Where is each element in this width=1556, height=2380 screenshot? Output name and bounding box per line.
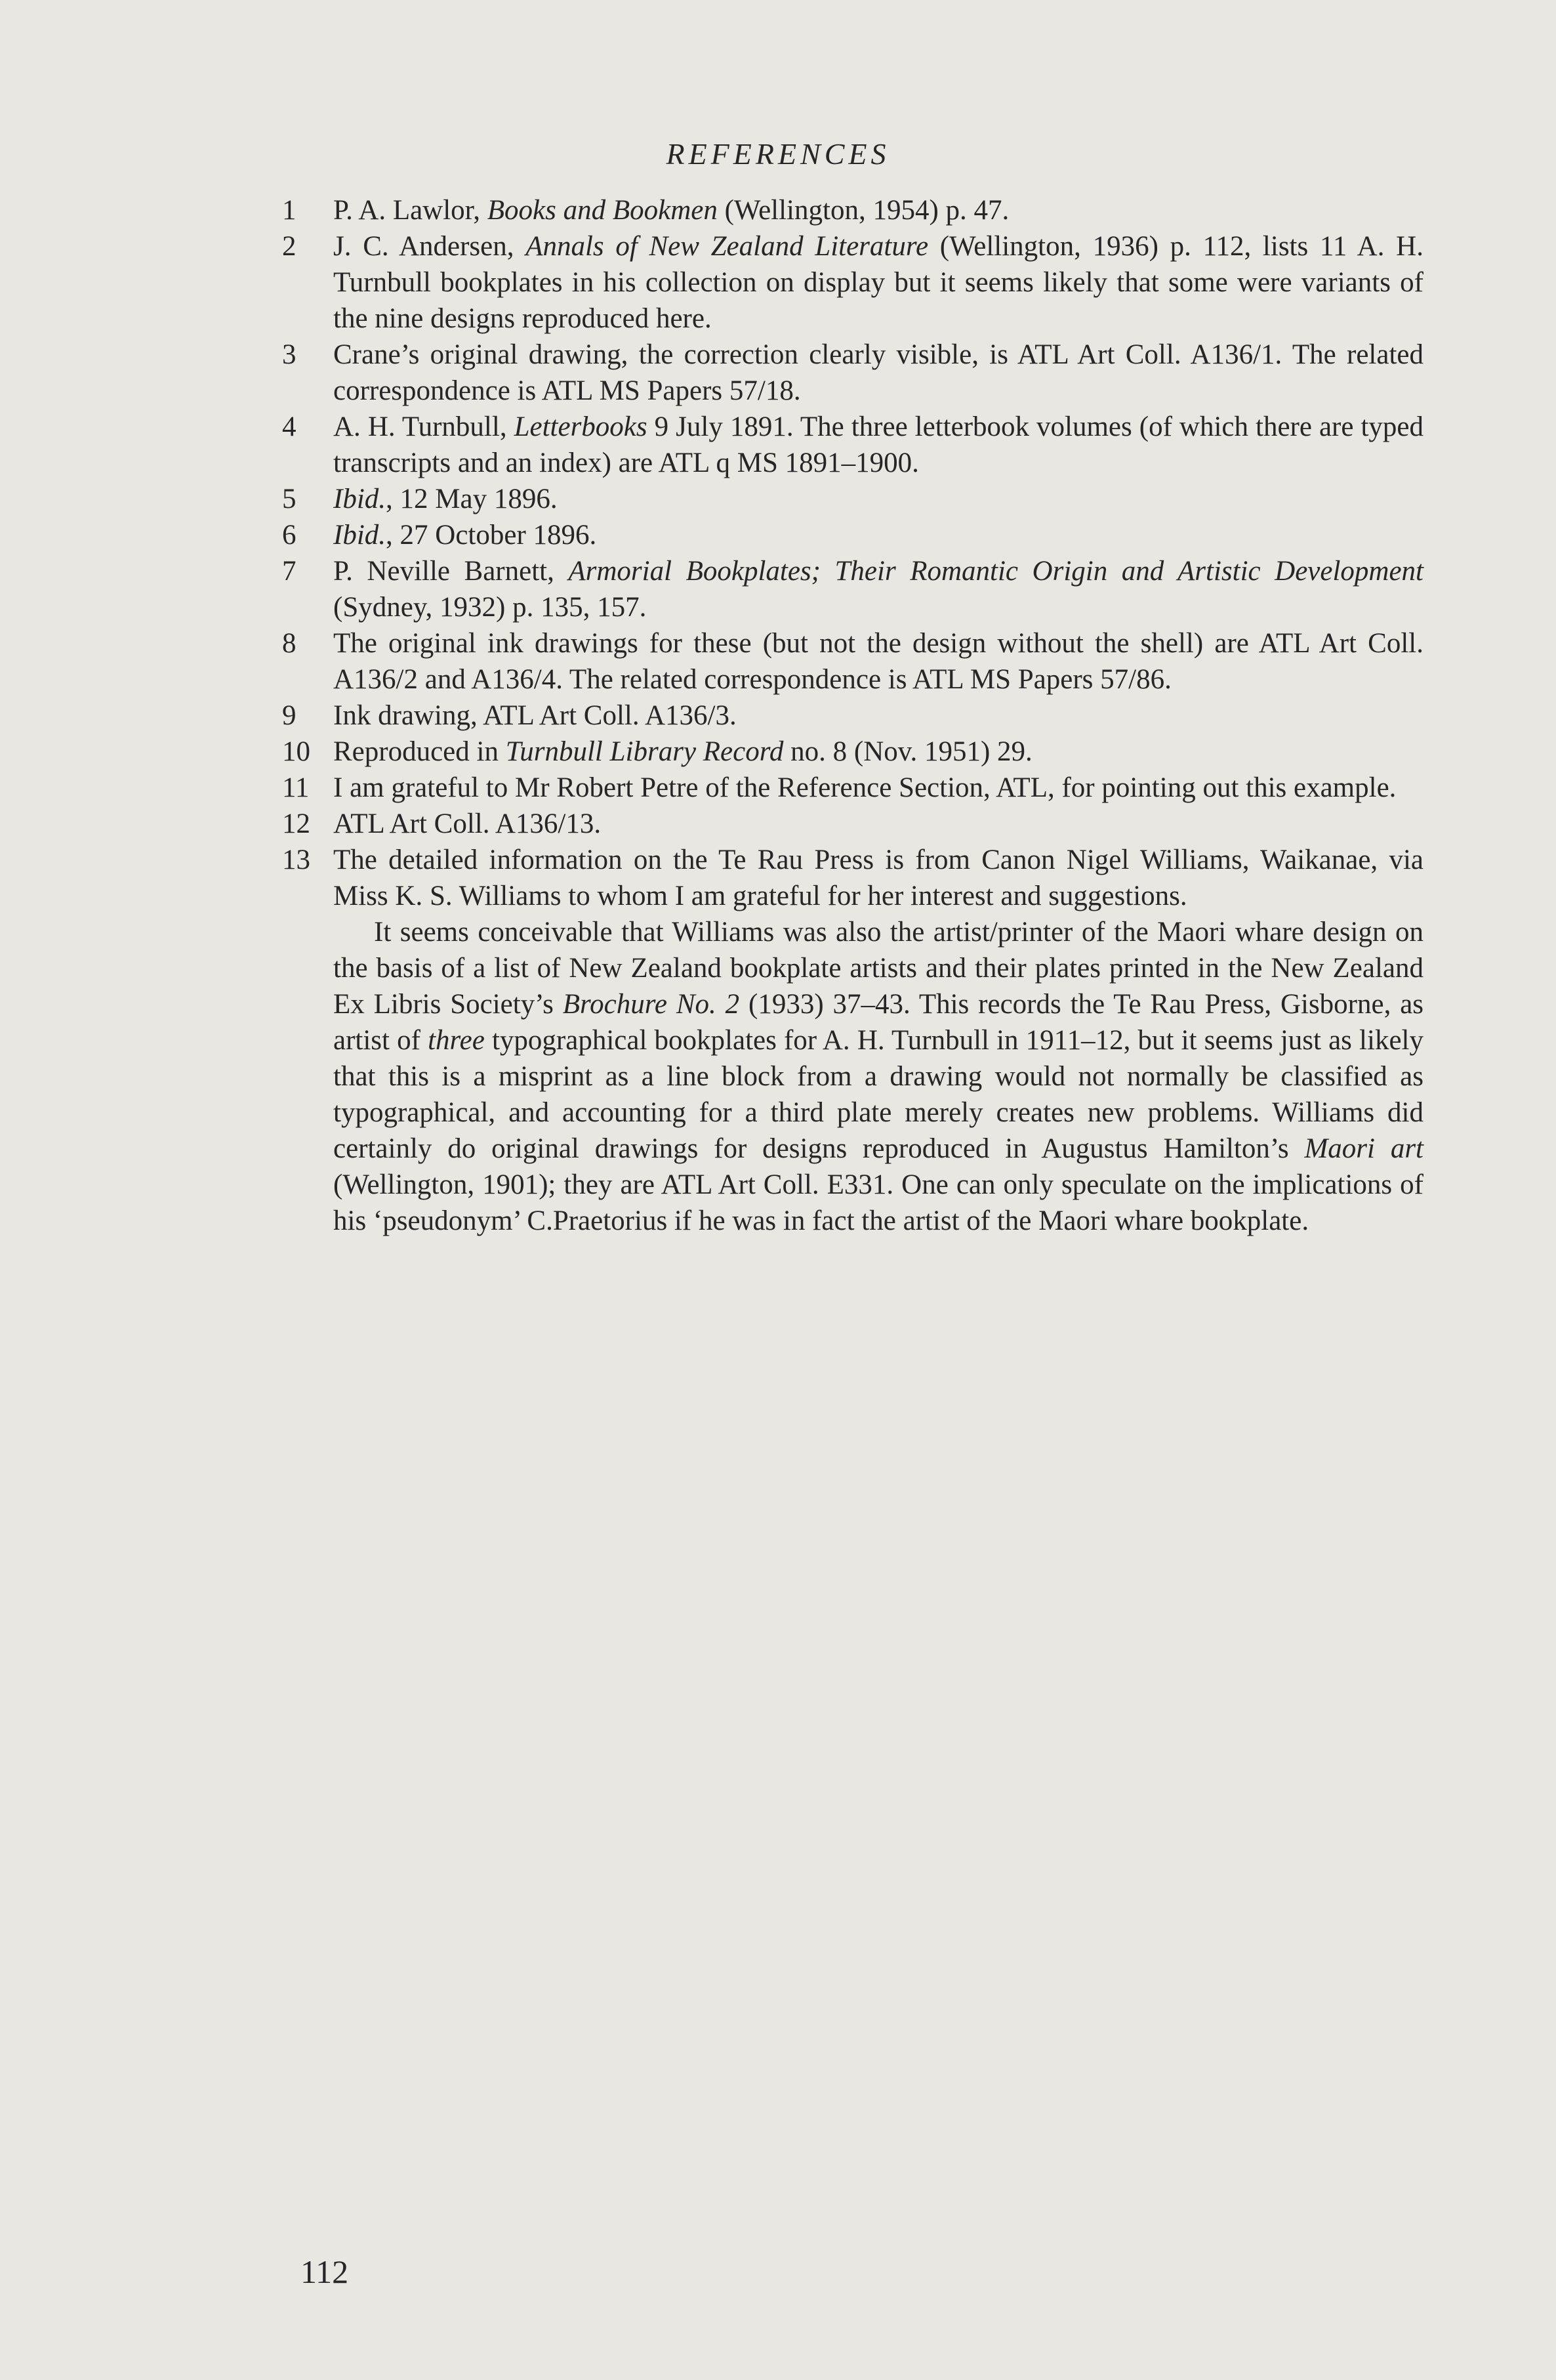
reference-text-run: Crane’s original drawing, the correction clearly visible, is ATL Art Coll. A136/1. The related correspondence is ATL MS Papers 57/18.: [333, 339, 1423, 406]
reference-title-italic: Annals of New Zealand Literature: [525, 231, 929, 262]
reference-text-run: P. A. Lawlor,: [333, 195, 487, 226]
reference-number: 10: [282, 736, 310, 767]
reference-number: 12: [282, 808, 310, 839]
reference-number: 11: [282, 772, 310, 803]
reference-title-italic: Turnbull Library Record: [505, 736, 784, 767]
references-list: [282, 192, 1423, 1239]
reference-item: [282, 192, 1423, 228]
reference-text: [333, 845, 1423, 911]
reference-text: [333, 339, 1423, 406]
reference-text: [333, 700, 737, 731]
reference-number: 13: [282, 845, 310, 875]
page-number: 112: [300, 2253, 349, 2290]
reference-text-run: J. C. Andersen,: [333, 231, 526, 262]
paragraph-text-run: (1933) 37–43. This records the Te Rau Press, Gisborne, as artist of: [333, 989, 1424, 1056]
reference-text: [333, 556, 1423, 623]
reference-number: 8: [282, 628, 297, 659]
reference-item: [282, 698, 1423, 734]
reference-text: [333, 628, 1423, 695]
reference-item: [282, 481, 1423, 517]
reference-text-run: , 27 October 1896.: [386, 520, 597, 551]
reference-text: [333, 808, 601, 839]
reference-note-paragraph: [333, 914, 1423, 1239]
reference-text-run: ATL Art Coll. A136/13.: [333, 808, 602, 839]
paragraph-italic-run: Maori art: [1304, 1133, 1423, 1164]
reference-text-run: Ink drawing, ATL Art Coll. A136/3.: [333, 700, 737, 731]
reference-text-run: , 12 May 1896.: [386, 484, 558, 514]
reference-number: 7: [282, 556, 297, 587]
paragraph-text-run: It seems conceivable that Williams was also the artist/printer of the Maori whare design on the basis of a list of New Zealand bookplate artists and their plates printed in the New Zealand Ex Libris Society’s: [333, 917, 1423, 1020]
reference-number: 6: [282, 520, 297, 551]
reference-number: 2: [282, 231, 297, 262]
paragraph-italic-run: Brochure No. 2: [562, 989, 740, 1020]
reference-text-run: The original ink drawings for these (but not the design without the shell) are ATL Art Coll. A136/2 and A136/4. The related correspondence is ATL MS Papers 57/86.: [333, 628, 1423, 695]
reference-text: [333, 484, 558, 514]
reference-text: [333, 411, 1423, 478]
reference-number: 9: [282, 700, 297, 731]
reference-text-run: (Sydney, 1932) p. 135, 157.: [333, 592, 647, 623]
reference-text: [333, 231, 1423, 334]
reference-number: 1: [282, 195, 297, 226]
reference-item: [282, 409, 1423, 481]
paragraph-italic-run: three: [428, 1025, 485, 1056]
paragraph-text-run: typographical bookplates for A. H. Turnbull in 1911–12, but it seems just as likely that this is a misprint as a line block from a drawing would not normally be classified as typographical, and accounting for a third plate merely creates new problems. Williams did certainly do original drawings for designs reproduced in Augustus Hamilton’s: [333, 1025, 1423, 1164]
reference-title-italic: Books and Bookmen: [487, 195, 718, 226]
references-heading: REFERENCES: [666, 137, 890, 171]
reference-text-run: 9 July 1891. The three letterbook volumes (of which there are typed transcripts and an index) are ATL q MS 1891–1900.: [333, 411, 1423, 478]
reference-item: [282, 770, 1423, 806]
reference-item: [282, 734, 1423, 770]
reference-text-run: I am grateful to Mr Robert Petre of the Reference Section, ATL, for pointing out this example.: [333, 772, 1397, 803]
reference-text: [333, 520, 596, 551]
reference-item: [282, 842, 1423, 1239]
reference-number: 5: [282, 484, 297, 514]
reference-text-run: A. H. Turnbull,: [333, 411, 514, 442]
reference-title-italic: Ibid.: [333, 484, 386, 514]
reference-item: [282, 337, 1423, 409]
paragraph-text-run: (Wellington, 1901); they are ATL Art Coll. E331. One can only speculate on the implications of his ‘pseudonym’ C.Praetorius if he was in fact the artist of the Maori whare bookplate.: [333, 1169, 1423, 1236]
reference-text-run: Reproduced in: [333, 736, 506, 767]
reference-number: 4: [282, 411, 297, 442]
reference-text-run: P. Neville Barnett,: [333, 556, 569, 587]
reference-item: [282, 806, 1423, 842]
reference-title-italic: Armorial Bookplates; Their Romantic Origin and Artistic Development: [568, 556, 1423, 587]
reference-text-run: (Wellington, 1936) p. 112, lists 11 A. H. Turnbull bookplates in his collection on display but it seems likely that some were variants of the nine designs reproduced here.: [333, 231, 1423, 334]
reference-text: [333, 736, 1033, 767]
reference-item: [282, 553, 1423, 625]
reference-text-run: no. 8 (Nov. 1951) 29.: [783, 736, 1033, 767]
reference-item: [282, 228, 1423, 337]
reference-number: 3: [282, 339, 297, 370]
reference-item: [282, 625, 1423, 698]
reference-title-italic: Letterbooks: [514, 411, 647, 442]
reference-text-run: The detailed information on the Te Rau Press is from Canon Nigel Williams, Waikanae, via Miss K. S. Williams to whom I am grateful for her interest and suggestions.: [333, 845, 1423, 911]
reference-text: [333, 195, 1009, 226]
reference-item: [282, 517, 1423, 553]
reference-title-italic: Ibid.: [333, 520, 386, 551]
reference-text-run: (Wellington, 1954) p. 47.: [717, 195, 1010, 226]
reference-text: [333, 772, 1396, 803]
